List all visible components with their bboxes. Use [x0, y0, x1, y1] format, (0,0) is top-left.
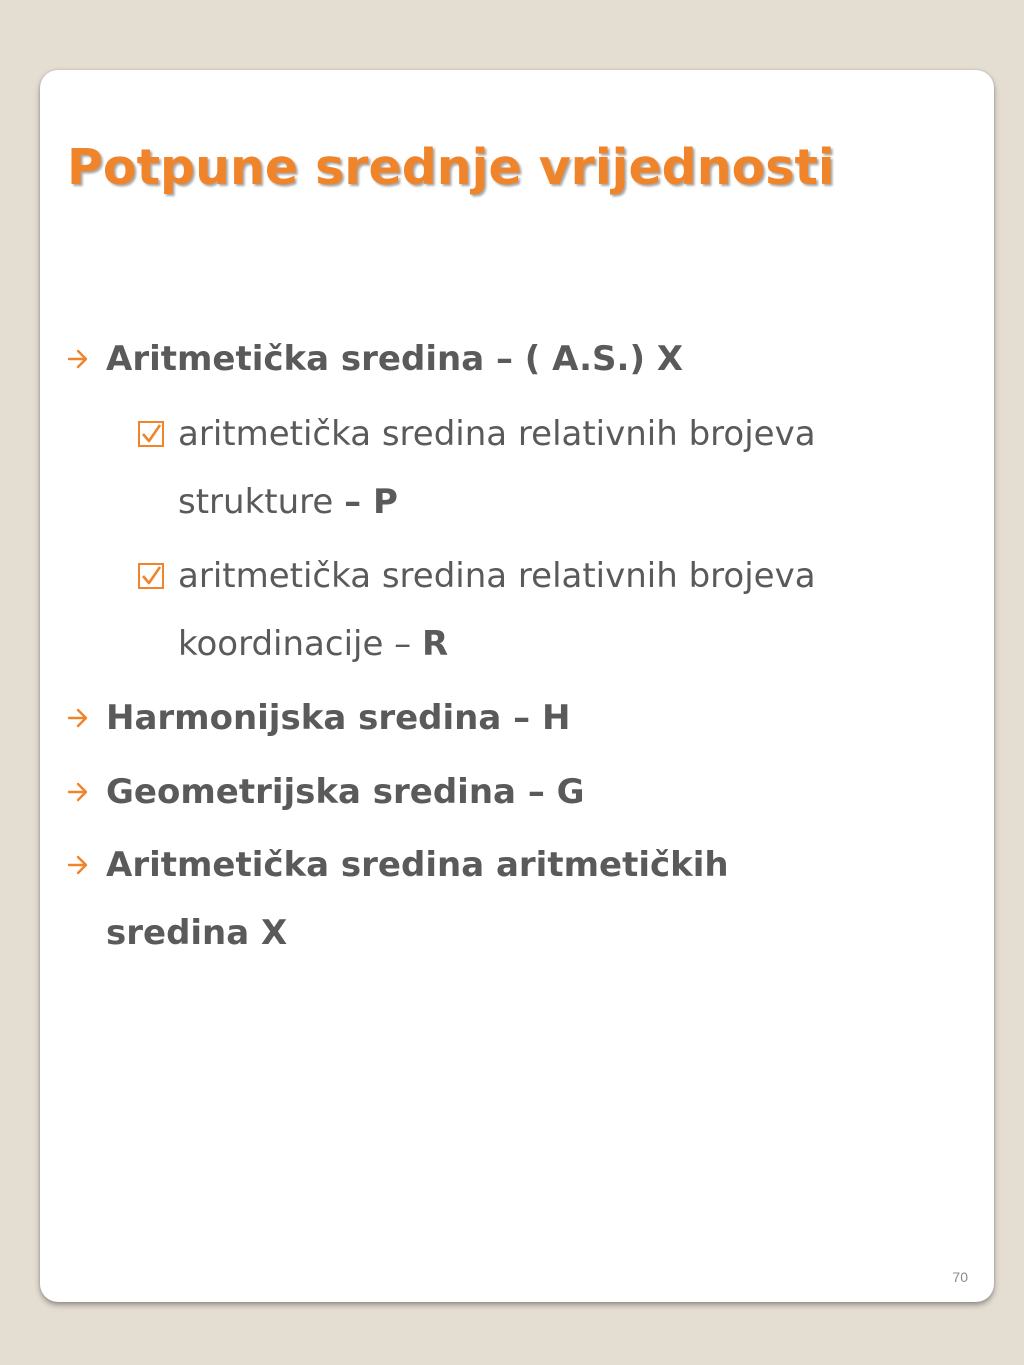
arrow-right-icon: [66, 831, 94, 899]
arrow-right-icon: [66, 684, 94, 752]
list-item-text: Harmonijska sredina – H: [106, 698, 571, 738]
arrow-right-icon: [66, 325, 94, 393]
list-item: [106, 758, 585, 826]
checkbox-checked-icon: [137, 542, 169, 610]
list-item: [178, 542, 816, 678]
bullet-list: [40, 70, 994, 1302]
list-item-line: strukture: [178, 482, 345, 522]
list-item: [178, 400, 816, 536]
page-number: 70: [952, 1269, 968, 1285]
list-item: [106, 831, 729, 967]
list-item-text: Aritmetička sredina – ( A.S.) X: [106, 339, 684, 379]
symbol-label: R: [422, 624, 449, 664]
checkbox-checked-icon: [137, 400, 169, 468]
list-item-line: sredina X: [106, 913, 288, 953]
list-item: [106, 684, 570, 752]
list-item-line: Aritmetička sredina aritmetičkih: [106, 845, 729, 885]
arrow-right-icon: [66, 758, 94, 826]
slide: [40, 70, 994, 1302]
list-item: [106, 325, 683, 393]
symbol-label: – P: [344, 482, 398, 522]
list-item-line: aritmetička sredina relativnih brojeva: [178, 556, 816, 596]
list-item-line: aritmetička sredina relativnih brojeva: [178, 414, 816, 454]
slide-title: Potpune srednje vrijednosti: [67, 139, 835, 196]
list-item-text: Geometrijska sredina – G: [106, 772, 585, 812]
list-item-line: koordinacije –: [178, 624, 422, 664]
